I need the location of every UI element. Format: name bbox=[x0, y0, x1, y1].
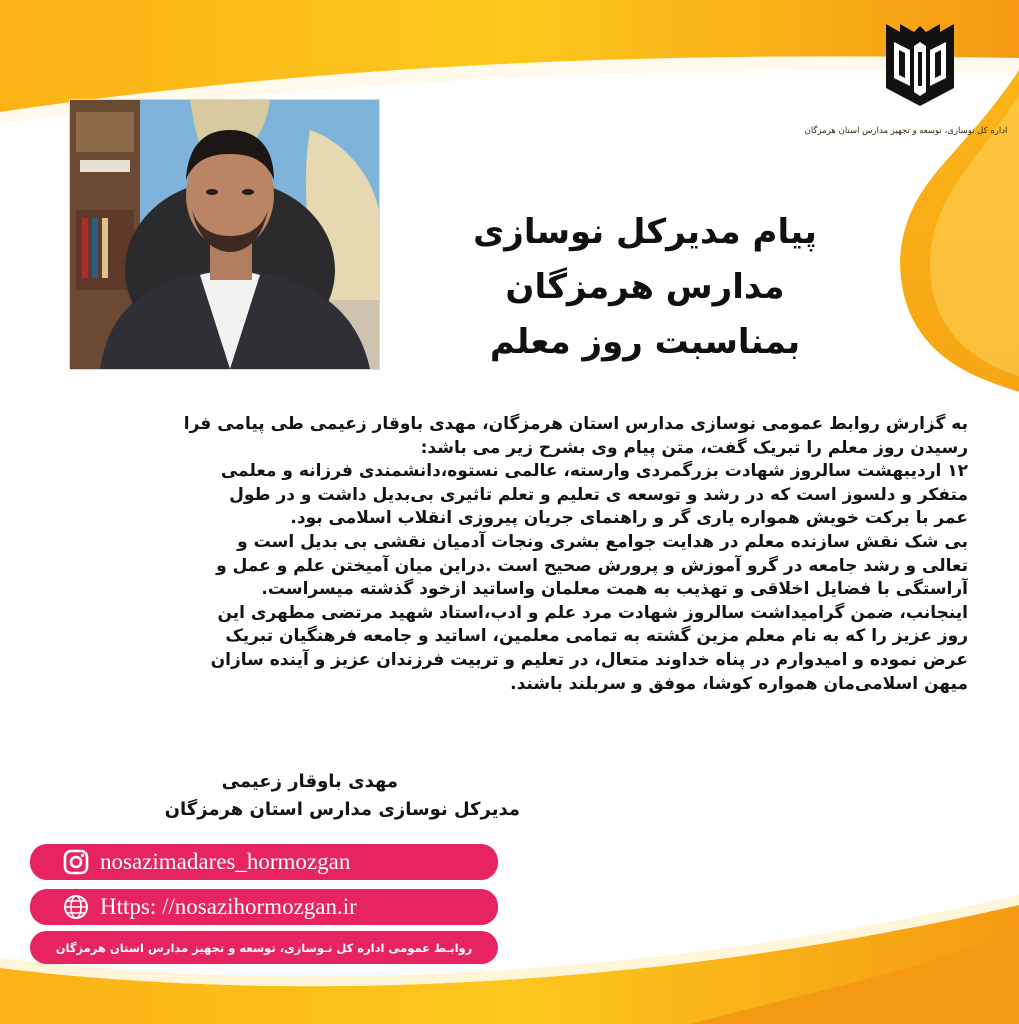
body-line: بی شک نقش سازنده معلم در هدایت جوامع بشری ونجات آدمیان نقشی بی بدیل است و bbox=[237, 531, 968, 552]
instagram-handle: nosazimadares_hormozgan bbox=[100, 849, 351, 874]
footer-text: روابـط عمومی اداره کل نـوسازی، توسعه و تجهیز مدارس استان هرمزگان bbox=[55, 940, 473, 955]
body-line: اینجانب، ضمن گرامیداشت سالروز شهادت مرد علم و ادب،استاد شهید مرتضی مطهری این bbox=[217, 602, 968, 623]
body-line: عمر با برکت خویش همواره یاری گر و راهنمای جریان پیروزی انقلاب اسلامی بود. bbox=[290, 508, 968, 529]
body-line: رسیدن روز معلم را تبریک گفت، متن پیام وی بشرح زیر می باشد: bbox=[420, 437, 968, 458]
body-line: عرض نموده و امیدوارم در پناه خداوند متعال، در تعلیم و تربیت فرزندان عزیز و آینده سازان bbox=[210, 649, 968, 670]
globe-icon bbox=[62, 893, 90, 921]
signature-name: مهدی باوقار زعیمی bbox=[221, 771, 398, 792]
website-url: Https: //nosazihormozgan.ir bbox=[100, 894, 357, 919]
title-line: پیام مدیرکل نوسازی bbox=[473, 212, 817, 252]
message-body bbox=[52, 413, 968, 696]
website-link[interactable] bbox=[30, 889, 498, 925]
body-line: به گزارش روابط عمومی نوسازی مدارس استان هرمزگان، مهدی باوقار زعیمی طی پیامی فرا bbox=[183, 414, 968, 434]
body-line: متفکر و دلسوز است که در رشد و توسعه ی تعلیم و تعلم تاثیری بی‌بدیل داشت و در طول bbox=[229, 484, 968, 505]
body-line: میهن اسلامی‌مان همواره کوشا، موفق و سربلند باشند. bbox=[510, 673, 968, 694]
signature-block bbox=[40, 768, 520, 824]
page-title bbox=[430, 205, 860, 370]
director-photo bbox=[69, 99, 380, 370]
title-line: مدارس هرمزگان bbox=[505, 267, 785, 307]
body-line: روز عزیز را که به نام معلم مزین گشته به تمامی معلمین، اساتید و جامعه فرهنگیان تبریک bbox=[225, 626, 968, 647]
school-emblem-icon bbox=[880, 22, 960, 108]
organization-caption: اداره کل نوسازی، توسعه و تجهیز مدارس استان هرمزگان bbox=[804, 126, 1008, 136]
body-line: آراستگی با فضایل اخلاقی و تهذیب به همت معلمان واساتید ازخود گذشته میسراست. bbox=[261, 579, 968, 600]
body-line: تعالی و رشد جامعه در گرو آموزش و پرورش صحیح است .دراین میان آمیختن علم و عمل و bbox=[216, 555, 968, 576]
signature-role: مدیرکل نوسازی مدارس استان هرمزگان bbox=[164, 799, 520, 820]
body-line: ۱۲ اردیبهشت سالروز شهادت بزرگمردی وارسته، عالمی نستوه،دانشمندی فرزانه و معلمی bbox=[220, 461, 968, 482]
instagram-icon bbox=[62, 848, 90, 876]
title-line: بمناسبت روز معلم bbox=[489, 322, 801, 362]
footer-banner bbox=[30, 931, 498, 964]
instagram-link[interactable] bbox=[30, 844, 498, 880]
